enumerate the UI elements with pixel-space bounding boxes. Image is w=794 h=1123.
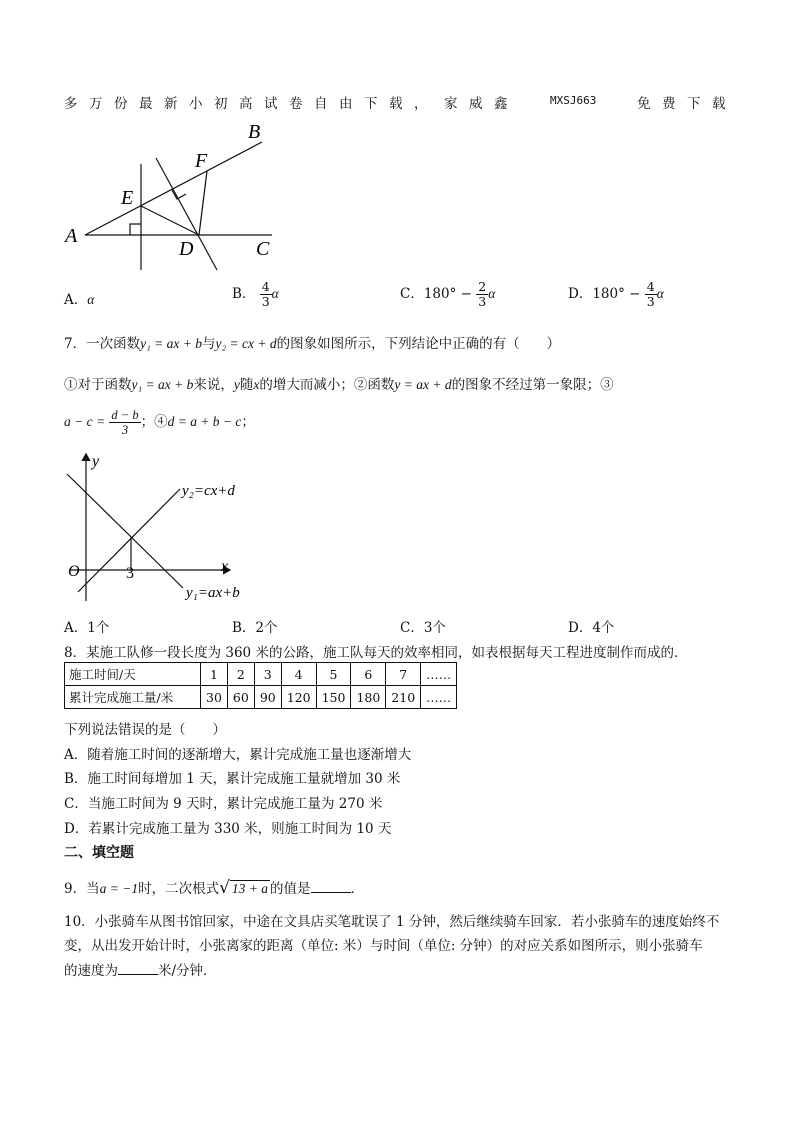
option-prefix: 180° −: [592, 286, 641, 302]
option-value: α: [87, 292, 95, 307]
answer-blank[interactable]: [311, 880, 351, 893]
origin-label: O: [68, 563, 80, 580]
header-char: 威: [469, 96, 483, 112]
q7-option-b[interactable]: B．2个: [232, 620, 278, 636]
right-angle-mark-1: [130, 224, 141, 235]
fraction: $\frac{d - b}{3}$: [111, 408, 139, 437]
header-char: 多: [64, 96, 78, 112]
fraction: $\frac{4}{3}$: [261, 279, 270, 309]
option-label: C．: [400, 286, 424, 302]
q7-statements-2: a − c = $\frac{d - b}{3}$ ；④d = a + b − c；: [64, 408, 255, 437]
q8-option-b[interactable]: B．施工时间每增加 1 天，累计完成施工量就增加 30 米: [64, 771, 401, 787]
label-f: F: [195, 150, 208, 172]
table-cell: 6: [351, 663, 386, 686]
table-cell: 4: [281, 663, 316, 686]
formula: y₁ = ax + b: [140, 336, 202, 351]
header-char: 费: [662, 96, 676, 112]
x-axis-label: x: [221, 558, 229, 575]
header-char: 下: [364, 96, 378, 112]
answer-blank[interactable]: [118, 962, 158, 975]
label-a: A: [65, 225, 78, 247]
header-char: 最: [139, 96, 153, 112]
q8-option-a[interactable]: A．随着施工时间的逐渐增大，累计完成施工量也逐渐增大: [64, 747, 412, 763]
table-cell: 90: [254, 686, 281, 709]
table-row: [65, 686, 457, 709]
line-ab: [85, 142, 262, 235]
header-code: MXSJ663: [550, 94, 597, 107]
q8-question: 下列说法错误的是（ ）: [64, 722, 226, 738]
formula: a = −1: [99, 881, 139, 896]
header-char: ，: [414, 96, 428, 112]
function-graph: [60, 446, 270, 606]
q7-option-d[interactable]: D．4个: [568, 620, 615, 636]
option-prefix: 180° −: [423, 286, 472, 302]
header-char: 免: [637, 96, 651, 112]
label-d: D: [179, 238, 194, 260]
segment-df: [199, 171, 207, 235]
q7-option-a[interactable]: A．1个: [64, 620, 110, 636]
fraction: $\frac{2}{3}$: [478, 279, 487, 309]
header-char: 下: [687, 96, 701, 112]
formula: y₁ = ax + b: [131, 377, 194, 392]
table-cell: 180: [351, 686, 386, 709]
q10-line-3: 的速度为 米/分钟．: [64, 963, 217, 979]
y-axis-label: y: [92, 453, 100, 470]
section-title: 二、填空题: [64, 845, 134, 861]
geometry-figure: [60, 118, 290, 278]
option-var: α: [656, 286, 664, 301]
header-char: 载: [389, 96, 403, 112]
table-row-header: 施工时间/天: [65, 663, 201, 686]
option-label: D．: [568, 286, 593, 302]
table-cell: 150: [316, 686, 351, 709]
label-b: B: [248, 121, 261, 143]
progress-table: [64, 662, 457, 709]
radicand: 13 + a: [231, 881, 269, 896]
line-y1: [67, 474, 183, 588]
label-c: C: [256, 238, 270, 260]
table-cell: ……: [421, 663, 457, 686]
label-e: E: [121, 187, 134, 209]
q10-line-2: 变，从出发开始计时，小张离家的距离（单位: 米）与时间（单位: 分钟）的对应关系如图所示，则小张骑车: [64, 938, 703, 954]
q7-stem: 7．一次函数y₁ = ax + b与y₂ = cx + d的图象如图所示，下列结论中正确的有（ ）: [64, 336, 561, 352]
header-char: 新: [164, 96, 178, 112]
formula: y = ax + d: [394, 377, 452, 392]
header-char: 份: [114, 96, 128, 112]
header-char: 鑫: [494, 96, 508, 112]
table-cell: 3: [254, 663, 281, 686]
option-var: α: [271, 286, 279, 301]
header-char: 高: [239, 96, 253, 112]
header-char: 试: [264, 96, 278, 112]
table-row: [65, 663, 457, 686]
table-cell: 5: [316, 663, 351, 686]
q8-option-d[interactable]: D．若累计完成施工量为 330 米，则施工时间为 10 天: [64, 821, 392, 837]
formula: d = a + b − c: [167, 414, 242, 429]
q10-line-1: 10．小张骑车从图书馆回家，中途在文具店买笔耽误了 1 分钟，然后继续骑车回家．若小张骑车的速度始终不: [64, 914, 720, 930]
line2-label: y₂=cx+d: [182, 483, 235, 499]
table-cell: 7: [386, 663, 421, 686]
option-label: A．: [64, 292, 88, 308]
table-cell: 30: [201, 686, 228, 709]
formula: a − c =: [64, 414, 106, 429]
header-char: 小: [189, 96, 203, 112]
line1-label: y₁=ax+b: [186, 585, 240, 601]
q8-stem: 8．某施工队修一段长度为 360 米的公路，施工队每天的效率相同，如表根据每天工程进度制作而成的．: [64, 645, 688, 661]
header-char: 卷: [289, 96, 303, 112]
header-char: 家: [444, 96, 458, 112]
table-cell: 210: [386, 686, 421, 709]
fraction: $\frac{4}{3}$: [646, 279, 655, 309]
q9-stem: 9．当a = −1时，二次根式√ 13 + a 的值是 ．: [64, 878, 365, 898]
header-char: 万: [89, 96, 103, 112]
q6-option-a[interactable]: [64, 288, 94, 308]
table-cell: 1: [201, 663, 228, 686]
option-var: α: [488, 286, 496, 301]
option-label: B．: [232, 286, 256, 302]
q8-option-c[interactable]: C．当施工时间为 9 天时，累计完成施工量为 270 米: [64, 796, 383, 812]
header-char: 初: [214, 96, 228, 112]
q6-option-b[interactable]: [232, 280, 279, 309]
table-cell: 120: [281, 686, 316, 709]
q7-statements-1: ①对于函数y₁ = ax + b来说，y随x的增大而减小；②函数y = ax + d的图象不经过第一象限；③: [64, 377, 614, 393]
table-cell: 2: [227, 663, 254, 686]
sqrt-icon: √: [219, 878, 230, 898]
header-char: 自: [314, 96, 328, 112]
table-cell: 60: [227, 686, 254, 709]
formula: y₂ = cx + d: [215, 336, 277, 351]
header-char: 由: [339, 96, 353, 112]
table-row-header: 累计完成施工量/米: [65, 686, 201, 709]
q7-option-c[interactable]: C．3个: [400, 620, 446, 636]
table-cell: ……: [421, 686, 457, 709]
q6-option-d[interactable]: [568, 280, 664, 309]
header-char: 载: [712, 96, 726, 112]
x-tick-3: 3: [126, 565, 134, 582]
q6-option-c[interactable]: [400, 280, 495, 309]
